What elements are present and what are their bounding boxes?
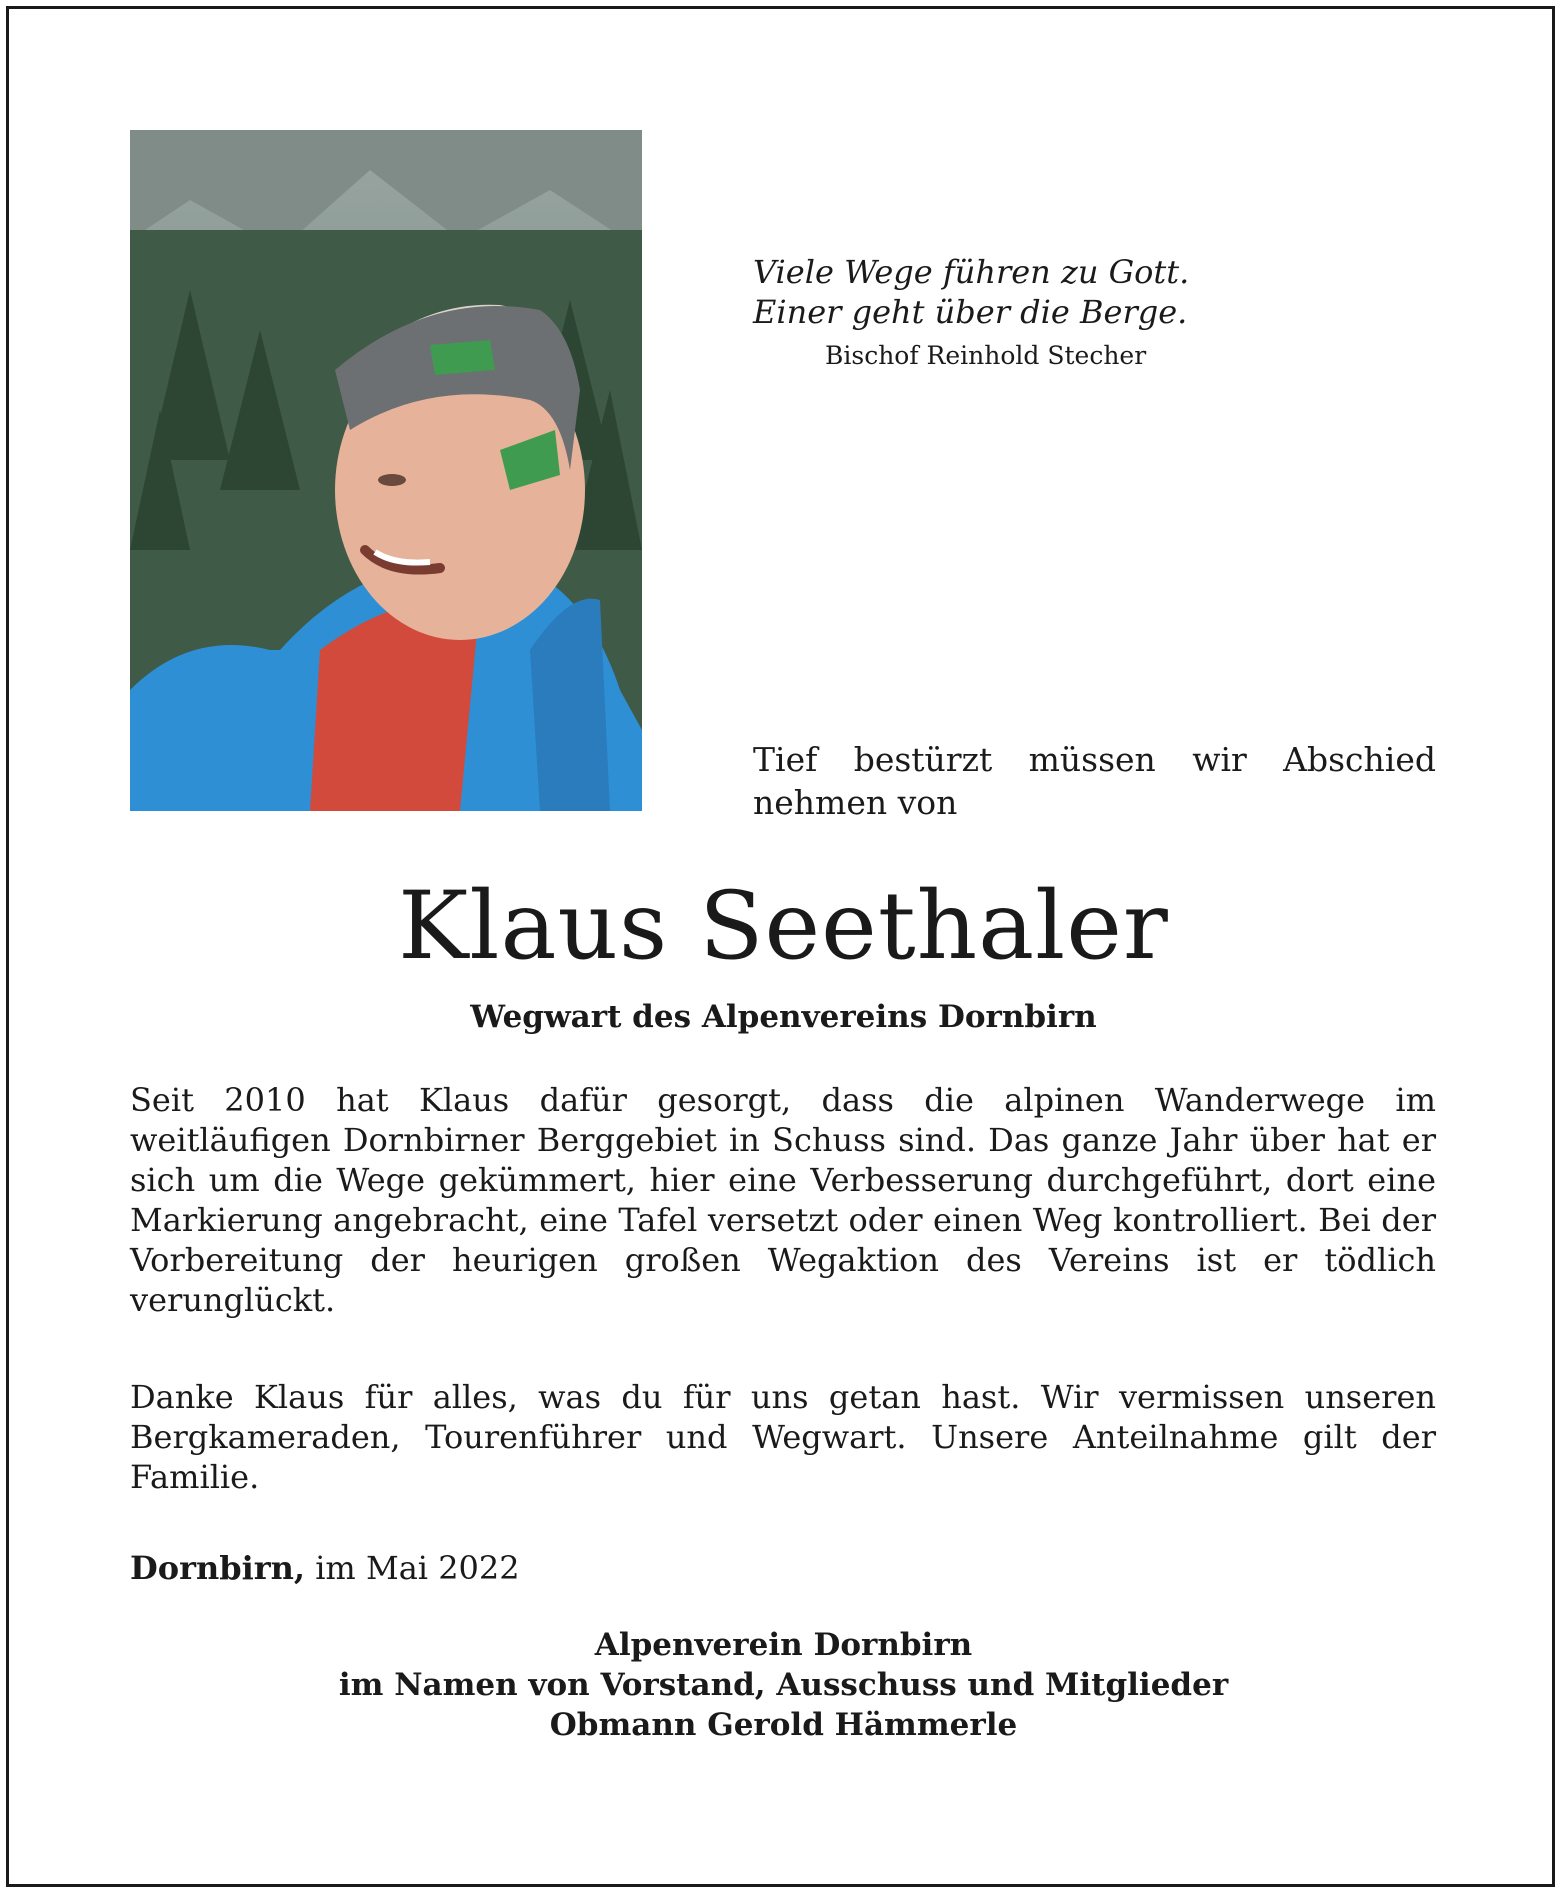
- signature-line-1: Alpenverein Dornbirn: [594, 1627, 973, 1663]
- place: Dornbirn,: [130, 1549, 306, 1587]
- signature-line-3: Obmann Gerold Hämmerle: [549, 1707, 1018, 1743]
- quote-author: Bischof Reinhold Stecher: [825, 341, 1147, 370]
- portrait-photo: [130, 130, 642, 811]
- quote-line-1: Viele Wege führen zu Gott.: [753, 253, 1190, 291]
- paragraph-thanks: Danke Klaus für alles, was du für uns getan hast. Wir vermissen unseren Bergkameraden, Tourenführer und Wegwart. Unsere Anteilnahme gilt der Familie.: [130, 1378, 1436, 1496]
- paragraph-tribute: Seit 2010 hat Klaus dafür gesorgt, dass die alpinen Wanderwege im weitläufigen Dornbirner Berggebiet in Schuss sind. Das ganze Jahr über hat er sich um die Wege gekümmert, hier eine Verbesserung durchgeführt, dort eine Markierung angebracht, eine Tafel versetzt oder einen Weg kontrolliert. Bei der Vorbereitung der heurigen großen Wegaktion des Vereins ist er tödlich verunglückt.: [130, 1081, 1436, 1319]
- date: im Mai 2022: [315, 1549, 520, 1587]
- quote-line-2: Einer geht über die Berge.: [753, 293, 1188, 331]
- deceased-name: Klaus Seethaler: [398, 872, 1169, 981]
- epigraph: [753, 252, 1253, 372]
- signature-line-2: im Namen von Vorstand, Ausschuss und Mitglieder: [338, 1667, 1229, 1703]
- signature-block: [0, 1625, 1567, 1745]
- deceased-role: Wegwart des Alpenvereins Dornbirn: [470, 999, 1097, 1035]
- portrait-icon: [130, 130, 642, 811]
- intro-text: Tief bestürzt müssen wir Abschied nehmen von: [753, 740, 1436, 822]
- place-date: [130, 1548, 520, 1588]
